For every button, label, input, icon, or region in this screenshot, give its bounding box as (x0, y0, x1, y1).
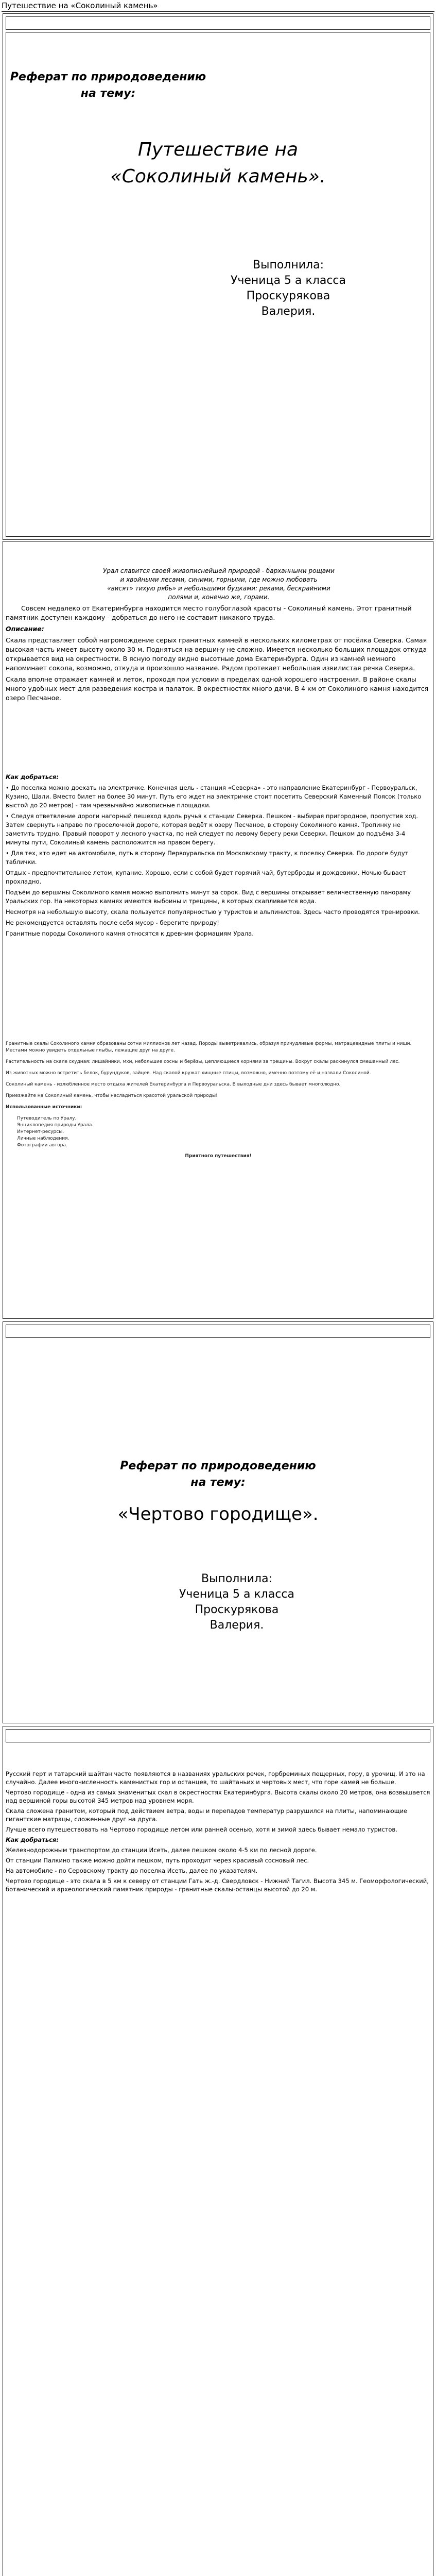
detail-paragraph: Из животных можно встретить белок, бурундуков, зайцев. Над скалой кружат хищные птицы, возможно, именно поэтому её и назвали Соколиной. (6, 1071, 371, 1076)
route-paragraph: Отдых - предпочтительнее летом, купание. Хорошо, если с собой будет горячий чай, бутерброды и дождевики. Ночью бывает прохладно. (6, 869, 406, 885)
epigraph (21, 567, 417, 602)
report-2-route-paragraph: Чертово городище - это скала в 5 км к северу от станции Гать ж.-д. Свердловск - Нижний Тагил. Высота 345 м. Геоморфологический, ботанический и археологический памятник природы - гранитные скалы-останцы высотой до 20 м. (6, 1877, 429, 1893)
author-2-line1: Выполнила: (201, 1572, 272, 1585)
report-title-2: «Чертово городище». (117, 1504, 319, 1524)
route-paragraph: Гранитные породы Соколиного камня относятся к древним формациям Урала. (6, 930, 254, 937)
author-line1: Выполнила: (252, 259, 324, 272)
route-paragraph: Несмотря на небольшую высоту, скала пользуется популярностью у туристов и альпинистов. Здесь часто проводятся тренировки. (6, 908, 420, 916)
description-paragraph: Скала представляет собой нагромождение серых гранитных камней в нескольких километрах от посёлка Северка. Самая высокая часть имеет высоту около 30 м. Подняться на вершину не сложно. Имеется несколько больших площадок откуда открывается вид на окрестности. В ясную погоду видно высотные дома Екатеринбурга. Один из камней немного напоминает сокола, возможно, откуда и произошло название. Рядом протекает небольшая извилистая речка Северка. (6, 636, 427, 672)
epigraph-line: Урал славится своей живописнейшей природой - барханными рощами (103, 567, 335, 574)
report-heading-line2: на тему: (80, 87, 136, 100)
report-2-route-heading: Как добраться: (6, 1836, 59, 1843)
report-2-paragraph: Скала сложена гранитом, который под действием ветра, воды и перепадов температур разрушился на плиты, напоминающие гигантские матрацы, сложенные друг на друга. (6, 1807, 408, 1823)
title-divider (2, 11, 434, 12)
author-line2: Ученица 5 а класса (230, 274, 346, 287)
report-heading-2-line1: Реферат по природоведению (120, 1460, 316, 1472)
detail-paragraph: Соколиный камень - излюбленное место отдыха жителей Екатеринбурга и Первоуральска. В выходные дни здесь бывает многолюдно. (6, 1082, 341, 1087)
author-block (206, 258, 371, 319)
page-4-header-box (6, 1729, 430, 1742)
author-2-line2: Ученица 5 а класса (179, 1588, 295, 1601)
report-heading-2 (0, 1458, 436, 1491)
report-title (0, 137, 436, 190)
sources-list-item: Путеводитель по Уралу. (17, 1116, 77, 1121)
detail-paragraph: Гранитные скалы Соколиного камня образованы сотни миллионов лет назад. Породы выветривались, образуя причудливые формы, матрацевидные плиты и ниши. Местами можно увидеть отдельные глыбы, лежащие друг на друге. (6, 1041, 412, 1053)
report-heading (5, 69, 211, 102)
route-paragraph: Подъём до вершины Соколиного камня можно выполнить минут за сорок. Вид с вершины открывает величественную панораму Уральских гор. На некоторых камнях имеются выбоины и трещины, в которых скапливается вода. (6, 889, 411, 905)
report-title-line1: Путешествие на (137, 139, 299, 160)
report-2-paragraph: Чертово городище - одна из самых знаменитых скал в окрестностях Екатеринбурга. Высота скалы около 20 метров, она возвышается над вершиной горы высотой 345 метров над уровнем моря. (6, 1789, 430, 1804)
end-note: Приятного путешествия! (185, 1154, 252, 1159)
epigraph-line: «висят» тихую рябь» и небольшими будками: реками, бескрайними (107, 585, 330, 592)
intro-paragraph: Совсем недалеко от Екатеринбурга находится место голубоглазой красоты - Соколиный камень. Этот гранитный памятник доступен каждому - добраться до него не составит никакого труда. (6, 604, 412, 621)
route-paragraph: • До поселка можно доехать на электричке. Конечная цель - станция «Северка» - это направление Екатеринбург - Первоуральск, Кузино, Шали. Вместо билет на более 30 минут. Путь его ждет на электричке стоит посетить Северский Каменный Поясок (только выстой до 20 метров) - там чрезвычайно живописные площадки. (6, 784, 422, 809)
sources-heading: Использованные источники: (6, 1105, 82, 1110)
sources-list-item: Фотографии автора. (17, 1143, 67, 1148)
route-section (6, 773, 431, 940)
epigraph-line: полями и, конечно же, горами. (168, 594, 270, 601)
author-block-2 (154, 1571, 319, 1633)
detail-paragraph: Растительность на скале скудная: лишайники, мхи, небольшие сосны и берёзы, цепляющиеся корнями за трещины. Вокруг скалы раскинулся смешанный лес. (6, 1059, 400, 1064)
report-title-line2: «Соколиный камень». (110, 166, 326, 187)
route-paragraph: • Для тех, кто едет на автомобиле, путь в сторону Первоуральска по Московскому тракту, к поселку Северка. По дороге будут таблички. (6, 850, 409, 866)
description-heading: Описание: (6, 625, 44, 633)
report-2-paragraph: Лучше всего путешествовать на Чертово городище летом или ранней осенью, хотя и зимой здесь бывает немало туристов. (6, 1826, 397, 1833)
report-2-route-paragraph: Железнодорожным транспортом до станции Исеть, далее пешком около 4-5 км по лесной дороге. (6, 1846, 317, 1854)
report-2-body (6, 1770, 431, 1895)
author-2-line3: Проскурякова (195, 1603, 279, 1616)
document-title: Путешествие на «Соколиный камень» (2, 1, 158, 10)
sources-list-item: Интернет-ресурсы. (17, 1129, 64, 1134)
sources-list-item: Энциклопедия природы Урала. (17, 1123, 94, 1128)
author-line3: Проскурякова (246, 290, 330, 302)
intro-section (6, 604, 431, 705)
page-3-header-box (6, 1325, 430, 1338)
report-2-route-paragraph: От станции Палкино также можно дойти пешком, путь проходит через красивый сосновый лес. (6, 1857, 309, 1864)
route-paragraph: • Следуя ответвление дороги нагорный пешеход вдоль ручья к станции Северка. Пешком - выбирая пригородное, пропустив ход. Затем свернуть направо по проселочной дороге, которая ведёт к озеру Песчаное, в сторону Соколиного камня. Тропинку не заметить трудно. Правый поворот у лесного участка, по ней следует по левому берегу реки Северки. Пешком до подъёма 3-4 минуты пути, Соколиный камень расположится на правом берегу. (6, 812, 418, 846)
report-heading-line1: Реферат по природоведению (10, 71, 206, 83)
route-paragraph: Не рекомендуется оставлять после себя мусор - берегите природу! (6, 919, 219, 926)
detail-paragraph: Приезжайте на Соколиный камень, чтобы насладиться красотой уральской природы! (6, 1093, 218, 1098)
author-2-line4: Валерия. (210, 1619, 264, 1632)
report-2-paragraph: Русский герт и татарский шайтан часто появляются в названиях уральских речек, горбреминых пещерных, гору, в урочищ. И это на случайно. Далее многочисленность каменистых гор и останцев, то шайтаньих и чертовых мест, что горе камей не больше. (6, 1770, 425, 1786)
report-heading-2-line2: на тему: (190, 1476, 246, 1489)
page-1-header-box (6, 16, 430, 30)
description-paragraph: Скала вполне отражает камней и леток, проходя при условии в пределах одной хорошего настроения. В районе скалы много удобных мест для разведения костра и палаток. В окрестностях много дачи. В 4 км от Соколиного камня находится озеро Песчаное. (6, 675, 429, 702)
sources-list-item: Личные наблюдения. (17, 1136, 69, 1141)
route-heading: Как добраться: (6, 773, 59, 781)
report-2-route-paragraph: На автомобиле - по Серовскому тракту до поселка Исеть, далее по указателям. (6, 1867, 258, 1874)
author-line4: Валерия. (261, 305, 316, 318)
epigraph-line: и хвойными лесами, синими, горными, где можно любовать (120, 576, 318, 583)
details-section (6, 1041, 431, 1164)
